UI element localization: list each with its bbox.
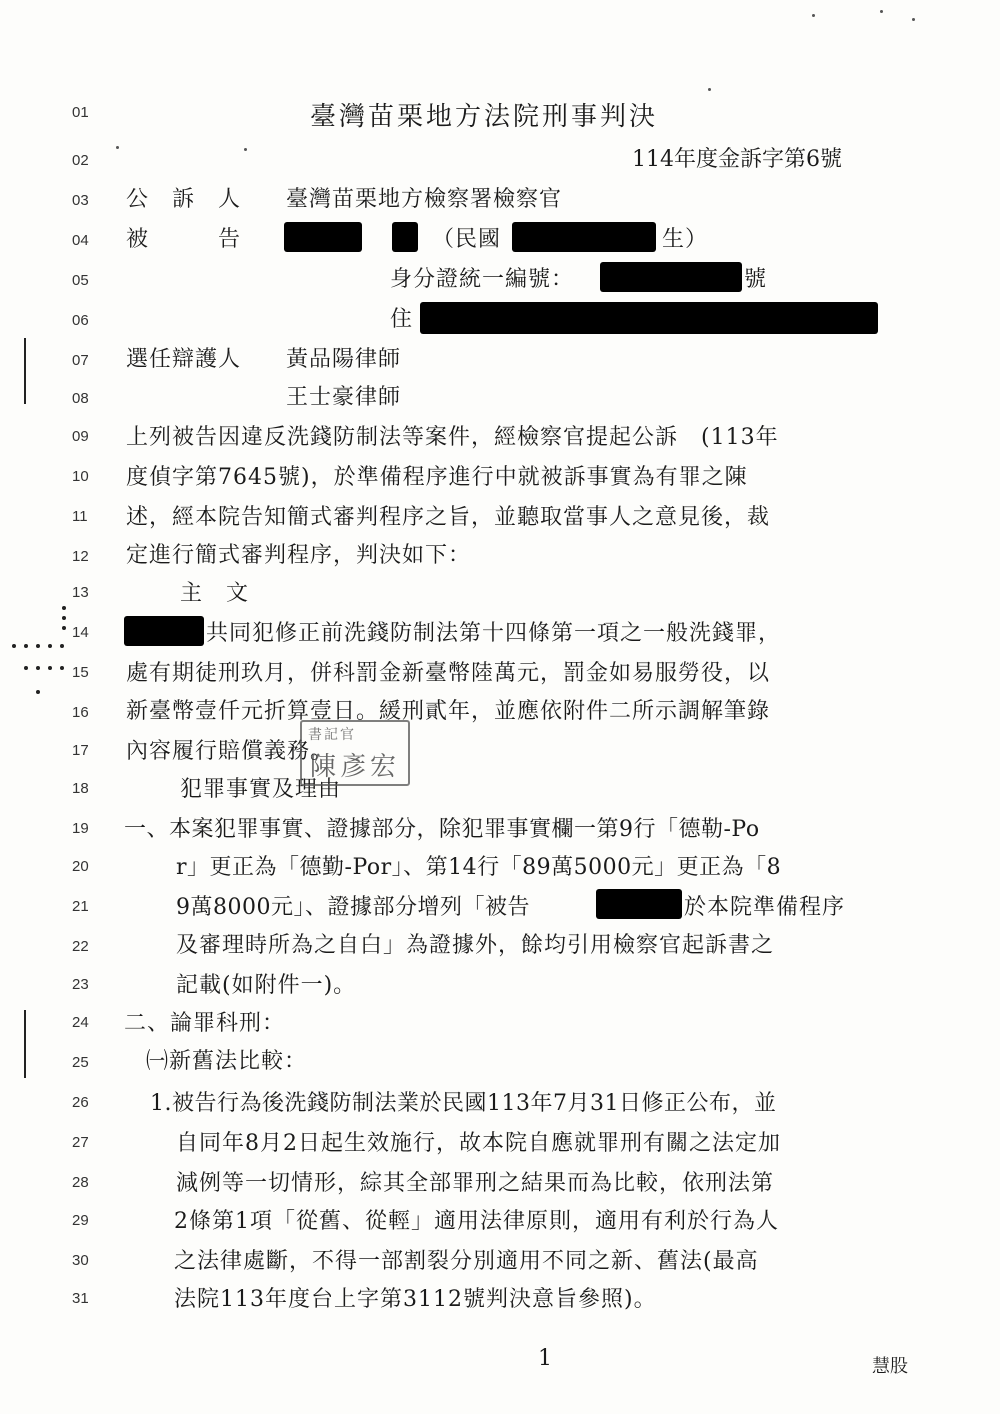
binding-hole-dot xyxy=(36,666,40,670)
lawyer-2: 王士豪律師 xyxy=(286,385,402,410)
line-number: 29 xyxy=(72,1212,89,1229)
line-number: 13 xyxy=(72,584,89,601)
line-number: 02 xyxy=(72,152,89,169)
binding-hole-dot xyxy=(48,644,52,648)
line-number: 06 xyxy=(72,312,89,329)
line-number: 03 xyxy=(72,192,89,209)
binding-hole-dot xyxy=(36,690,40,694)
binding-hole-dot xyxy=(62,626,66,630)
document-title: 臺灣苗栗地方法院刑事判決 xyxy=(310,102,659,132)
body-line-10: 度偵字第7645號)，於準備程序進行中就被訴事實為有罪之陳 xyxy=(126,465,748,490)
court-unit-label: 慧股 xyxy=(872,1356,908,1377)
body-line-22: 及審理時所為之自白」為證據外，餘均引用檢察官起訴書之 xyxy=(176,933,775,958)
birth-open: （民國 xyxy=(432,227,502,252)
redacted-birth-date xyxy=(512,222,656,252)
binding-hole-dot xyxy=(60,644,64,648)
redacted-id-number xyxy=(600,262,742,292)
binding-hole-dot xyxy=(12,644,16,648)
body-line-28: 減例等一切情形，綜其全部罪刑之結果而為比較，依刑法第 xyxy=(176,1171,775,1196)
scan-speck xyxy=(880,10,883,13)
lawyer-1: 黃品陽律師 xyxy=(286,347,402,372)
heading-main-text: 主 文 xyxy=(180,581,250,606)
line-number: 15 xyxy=(72,664,89,681)
body-line-25: ㈠新舊法比較： xyxy=(146,1049,308,1074)
prosecutor-label: 公 訴 人 xyxy=(126,187,242,212)
line-number: 31 xyxy=(72,1290,89,1307)
line-number: 24 xyxy=(72,1014,89,1031)
margin-mark-line xyxy=(24,338,26,404)
binding-hole-dot xyxy=(24,666,28,670)
body-line-16: 新臺幣壹仟元折算壹日。緩刑貳年，並應依附件二所示調解筆錄 xyxy=(126,699,771,724)
scan-speck xyxy=(708,88,711,91)
binding-hole-dot xyxy=(60,666,64,670)
binding-hole-dot xyxy=(48,666,52,670)
binding-hole-dot xyxy=(62,616,66,620)
line-number: 09 xyxy=(72,428,89,445)
body-line-11: 述，經本院告知簡式審判程序之旨，並聽取當事人之意見後，裁 xyxy=(126,505,771,530)
prosecutor-name: 臺灣苗栗地方檢察署檢察官 xyxy=(286,187,563,212)
redacted-defendant-surname xyxy=(284,222,362,252)
body-line-19: 一、本案犯罪事實、證據部分，除犯罪事實欄一第9行「德勒-Po xyxy=(124,817,760,842)
line-number: 12 xyxy=(72,548,89,565)
line-number: 28 xyxy=(72,1174,89,1191)
page-number: 1 xyxy=(538,1346,552,1371)
clerk-seal-stamp xyxy=(300,720,410,786)
body-line-29: 2條第1項「從舊、從輕」適用法律原則，適用有利於行為人 xyxy=(174,1209,779,1234)
line-number: 18 xyxy=(72,780,89,797)
id-label: 身分證統一編號： xyxy=(390,267,575,292)
defense-label: 選任辯護人 xyxy=(126,347,242,372)
line-number: 27 xyxy=(72,1134,89,1151)
body-line-30: 之法律處斷，不得一部割裂分別適用不同之新、舊法(最高 xyxy=(174,1249,759,1274)
stamp-name: 陳彥宏 xyxy=(310,752,401,782)
body-line-24: 二、論罪科刑： xyxy=(124,1011,286,1036)
line-number: 11 xyxy=(72,508,88,525)
line-number: 07 xyxy=(72,352,89,369)
body-line-21a: 9萬8000元」、證據部分增列「被告 xyxy=(176,895,530,920)
defendant-label: 被 告 xyxy=(126,227,242,252)
body-line-09: 上列被告因違反洗錢防制法等案件，經檢察官提起公訴 (113年 xyxy=(126,425,779,450)
line-number: 16 xyxy=(72,704,89,721)
redacted-defendant-name-3 xyxy=(596,889,682,919)
body-line-17: 內容履行賠償義務。 xyxy=(126,739,334,764)
line-number: 05 xyxy=(72,272,89,289)
redacted-defendant-name xyxy=(392,222,418,252)
line-number: 04 xyxy=(72,232,89,249)
redacted-address xyxy=(420,302,878,334)
line-number: 23 xyxy=(72,976,89,993)
line-number: 10 xyxy=(72,468,89,485)
body-line-23: 記載(如附件一)。 xyxy=(176,973,357,998)
scan-speck xyxy=(912,18,915,21)
case-number: 114年度金訴字第6號 xyxy=(632,147,842,172)
margin-mark-line xyxy=(24,1010,26,1078)
scan-speck xyxy=(116,146,119,149)
line-number: 01 xyxy=(72,104,89,121)
line-number: 08 xyxy=(72,390,89,407)
body-line-21b: 於本院準備程序 xyxy=(684,895,846,920)
body-line-12: 定進行簡式審判程序，判決如下： xyxy=(126,543,472,568)
heading-facts-reasons: 犯罪事實及理由 xyxy=(180,777,342,802)
line-number: 14 xyxy=(72,624,89,641)
scan-speck xyxy=(812,14,815,17)
binding-hole-dot xyxy=(36,644,40,648)
body-line-15: 處有期徒刑玖月，併科罰金新臺幣陸萬元，罰金如易服勞役，以 xyxy=(126,661,771,686)
line-number: 25 xyxy=(72,1054,89,1071)
line-number: 19 xyxy=(72,820,89,837)
redacted-defendant-name-2 xyxy=(124,616,204,646)
binding-hole-dot xyxy=(62,606,66,610)
address-label: 住 xyxy=(390,307,414,332)
birth-close: 生） xyxy=(662,227,709,252)
scan-speck xyxy=(244,148,247,151)
stamp-title: 書記官 xyxy=(308,727,356,743)
body-line-26: 1.被告行為後洗錢防制法業於民國113年7月31日修正公布，並 xyxy=(150,1091,777,1116)
body-line-14: 共同犯修正前洗錢防制法第十四條第一項之一般洗錢罪， xyxy=(206,621,782,646)
body-line-27: 自同年8月2日起生效施行，故本院自應就罪刑有關之法定加 xyxy=(176,1131,781,1156)
line-number: 30 xyxy=(72,1252,89,1269)
line-number: 17 xyxy=(72,742,89,759)
line-number: 20 xyxy=(72,858,89,875)
binding-hole-dot xyxy=(24,644,28,648)
id-suffix: 號 xyxy=(744,267,768,292)
line-number: 22 xyxy=(72,938,89,955)
line-number: 21 xyxy=(72,898,89,915)
body-line-31: 法院113年度台上字第3112號判決意旨參照)。 xyxy=(174,1287,657,1312)
line-number: 26 xyxy=(72,1094,89,1111)
body-line-20: r」更正為「德勤-Por」、第14行「89萬5000元」更正為「8 xyxy=(176,855,782,880)
